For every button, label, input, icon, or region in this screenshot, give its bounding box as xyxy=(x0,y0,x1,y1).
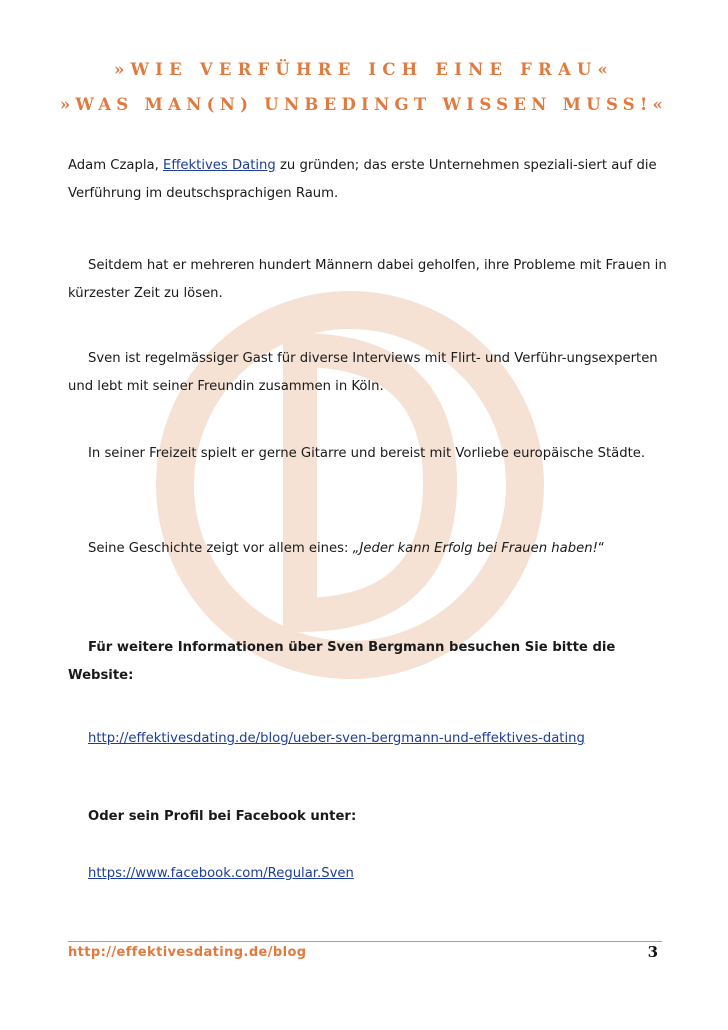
paragraph-facebook: Oder sein Profil bei Facebook unter: xyxy=(88,809,357,824)
story-prefix: Seine Geschichte zeigt vor allem eines: xyxy=(88,541,353,556)
page-number: 3 xyxy=(647,943,658,961)
facebook-url-link[interactable]: https://www.facebook.com/Regular.Sven xyxy=(88,866,354,881)
paragraph-guest: Sven ist regelmässiger Gast für diverse Interviews mit Flirt- und Verführ-ungsexperten und lebt mit seiner Freundin zusammen in Köln. xyxy=(68,351,658,394)
paragraph-more-info: Für weitere Informationen über Sven Bergmann besuchen Sie bitte die Website: xyxy=(68,640,616,683)
title-line-2: »WAS MAN(N) UNBEDINGT WISSEN MUSS!« xyxy=(59,95,669,114)
story-suffix: “ xyxy=(597,541,605,556)
paragraph-story xyxy=(68,535,668,563)
paragraph-freetime: In seiner Freizeit spielt er gerne Gitarre und bereist mit Vorliebe europäische Städte. xyxy=(88,446,646,461)
paragraph-intro xyxy=(68,152,668,208)
footer-divider xyxy=(68,941,662,942)
intro-suffix: zu gründen; das erste Unternehmen speziali-siert auf die Verführung im deutschsprachigen Raum. xyxy=(68,158,657,201)
blog-url-link[interactable]: http://effektivesdating.de/blog/ueber-sven-bergmann-und-effektives-dating xyxy=(88,731,585,746)
footer-url[interactable]: http://effektivesdating.de/blog xyxy=(68,945,307,960)
story-quote: „Jeder kann Erfolg bei Frauen haben! xyxy=(352,541,598,556)
title-line-1: »WIE VERFÜHRE ICH EINE FRAU« xyxy=(113,60,615,79)
paragraph-help: Seitdem hat er mehreren hundert Männern dabei geholfen, ihre Probleme mit Frauen in kürzester Zeit zu lösen. xyxy=(68,258,667,301)
intro-prefix: Adam Czapla, xyxy=(68,158,163,173)
effektives-dating-link[interactable]: Effektives Dating xyxy=(163,158,276,173)
logo-watermark-icon xyxy=(150,255,550,695)
